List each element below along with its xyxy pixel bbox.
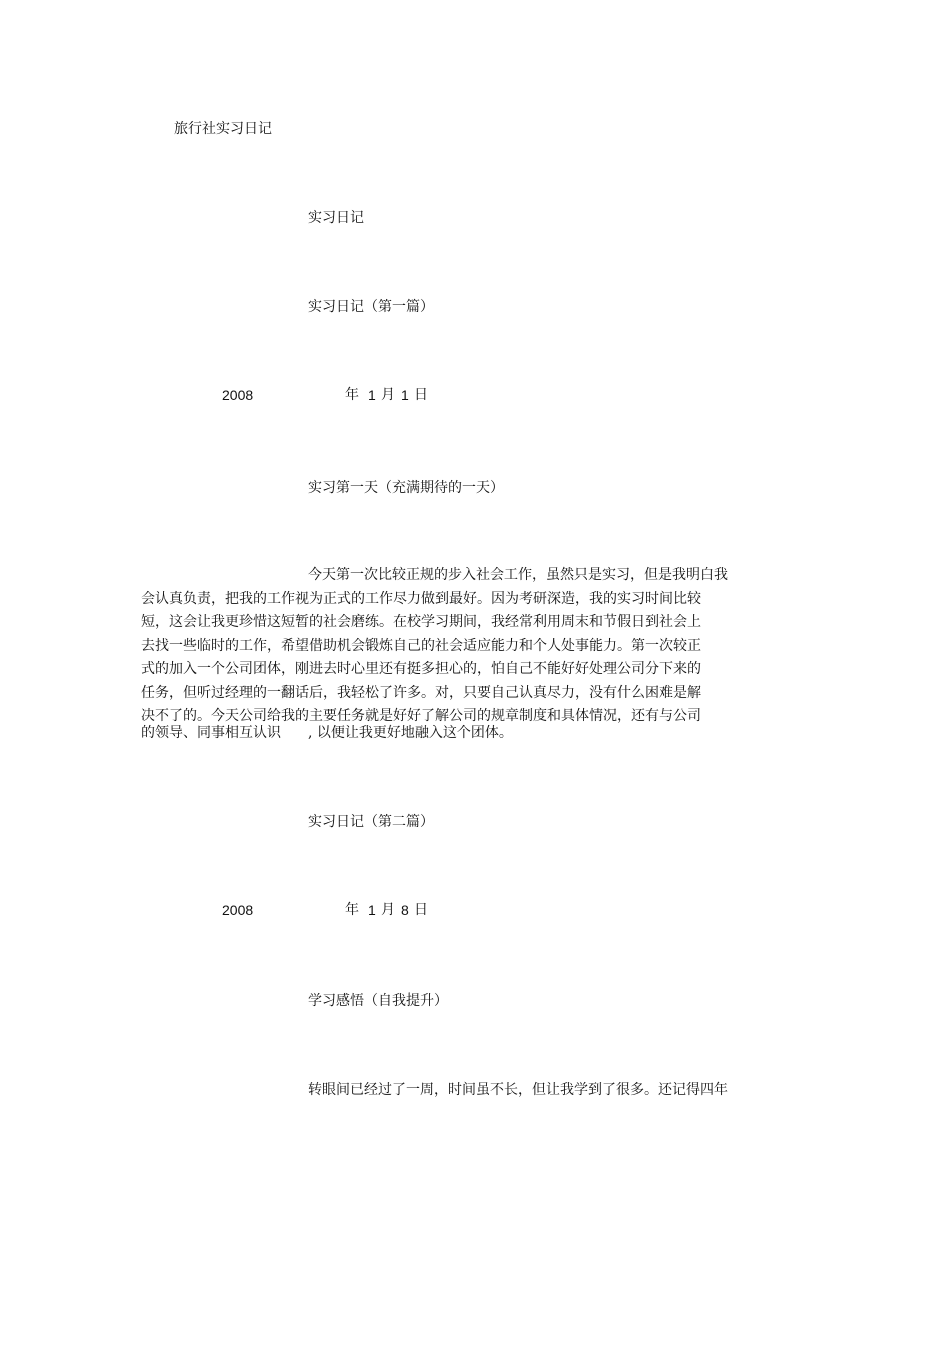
entry-2-month-suffix: 月 [381, 902, 395, 918]
entry-1-subtitle: 实习第一天（充满期待的一天） [308, 480, 504, 496]
entry-2-title: 实习日记（第二篇） [308, 814, 434, 830]
entry-1-year: 2008 [222, 387, 254, 403]
entry-1-month-suffix: 月 [381, 387, 395, 403]
paragraph-line: 决不了的。今天公司给我的主要任务就是好好了解公司的规章制度和具体情况，还有与公司 [141, 708, 701, 724]
paragraph-line: 今天第一次比较正规的步入社会工作，虽然只是实习，但是我明白我 [308, 567, 728, 583]
paragraph-line: 式的加入一个公司团体，刚进去时心里还有挺多担心的，怕自己不能好好处理公司分下来的 [141, 661, 701, 677]
paragraph-line: 任务，但听过经理的一翻话后，我轻松了许多。对，只要自己认真尽力，没有什么困难是解 [141, 684, 701, 701]
entry-2-day: 8 [401, 902, 409, 918]
entry-2-day-suffix: 日 [414, 902, 428, 918]
entry-1-last-line-start: 的领导、同事相互认识 [141, 725, 281, 741]
paragraph-line: 会认真负责，把我的工作视为正式的工作尽力做到最好。因为考研深造，我的实习时间比较 [141, 590, 701, 607]
entry-1-last-line-end: , 以便让我更好地融入这个团体。 [308, 725, 513, 741]
entry-1-title: 实习日记（第一篇） [308, 299, 434, 315]
paragraph-line: 去找一些临时的工作，希望借助机会锻炼自己的社会适应能力和个人处事能力。第一次较正 [141, 637, 701, 654]
entry-2-first-line: 转眼间已经过了一周，时间虽不长，但让我学到了很多。还记得四年 [308, 1082, 728, 1098]
entry-2-month: 1 [368, 902, 376, 918]
entry-1-year-suffix: 年 [345, 387, 359, 403]
entry-2-subtitle: 学习感悟（自我提升） [308, 993, 448, 1009]
entry-1-first-line [308, 564, 728, 588]
entry-2-year: 2008 [222, 902, 254, 918]
entry-1-day: 1 [401, 387, 409, 403]
section-heading: 实习日记 [308, 210, 364, 226]
entry-2-year-suffix: 年 [345, 902, 359, 918]
entry-1-month: 1 [368, 387, 376, 403]
document-title: 旅行社实习日记 [174, 121, 272, 137]
paragraph-line: 短，这会让我更珍惜这短暂的社会磨练。在校学习期间，我经常利用周末和节假日到社会上 [141, 614, 701, 630]
entry-1-day-suffix: 日 [414, 387, 428, 403]
entry-1-paragraph [141, 588, 701, 729]
